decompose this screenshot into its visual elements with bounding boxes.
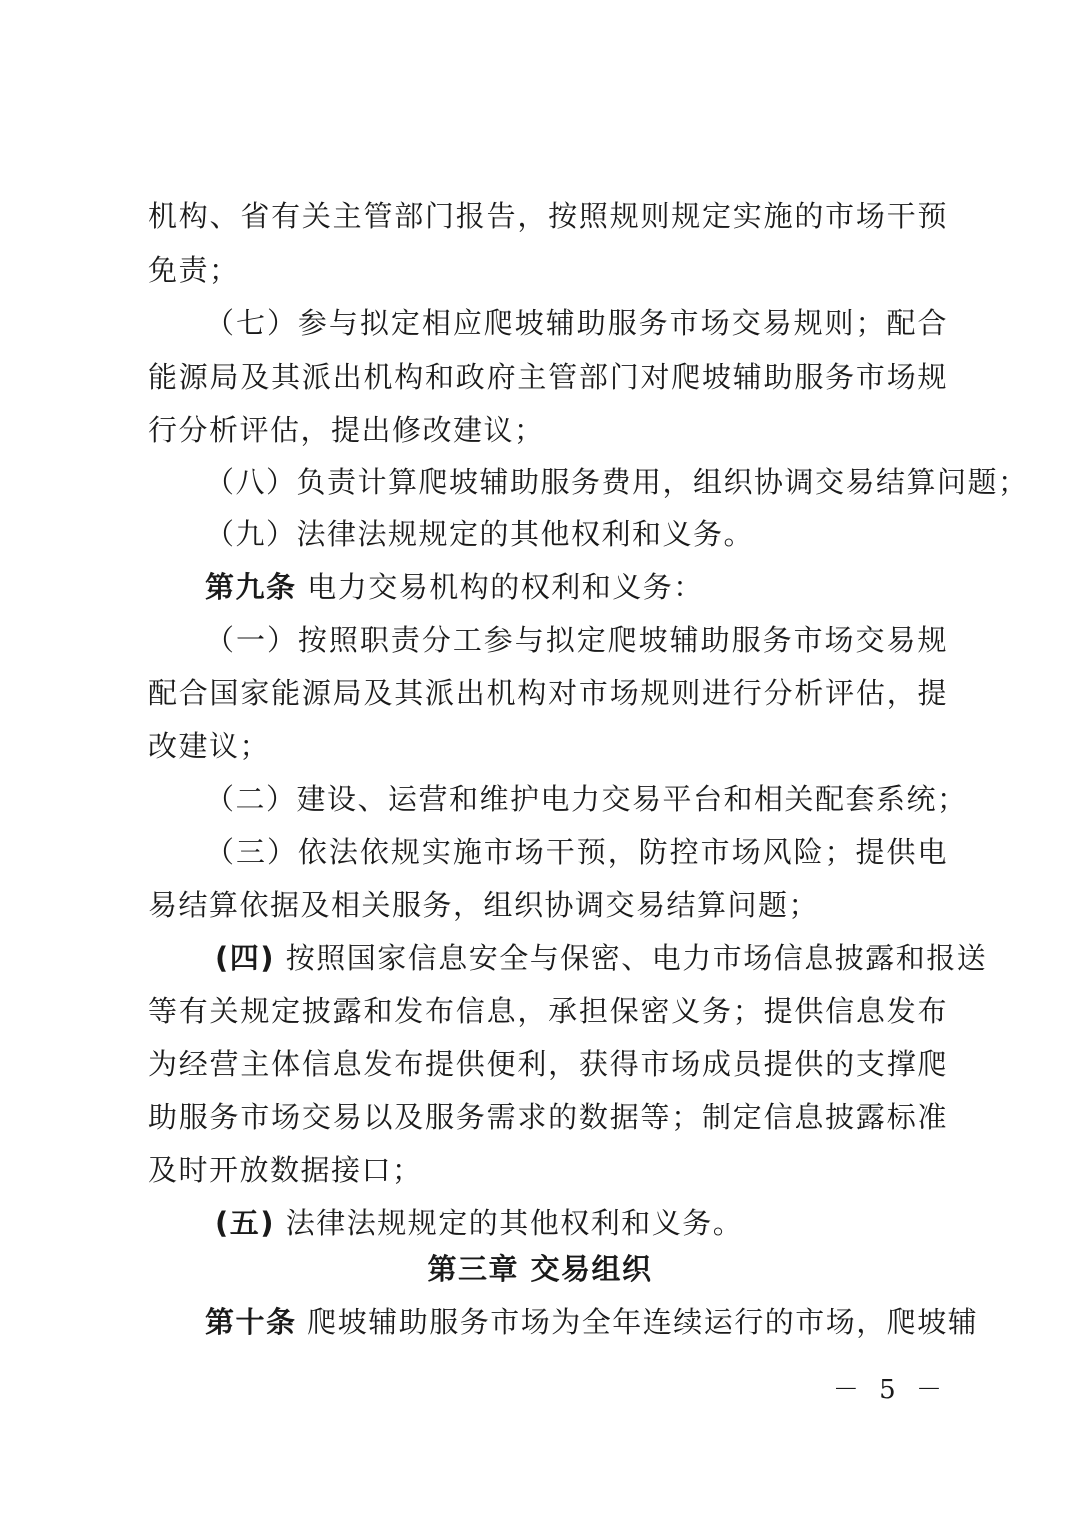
paragraph-line: 为经营主体信息发布提供便利，获得市场成员提供的支撑爬	[148, 1047, 948, 1081]
article-line	[205, 567, 1005, 607]
paragraph-line: 能源局及其派出机构和政府主管部门对爬坡辅助服务市场规	[148, 360, 948, 394]
paragraph-line: （九）法律法规规定的其他权利和义务。	[205, 517, 755, 551]
article-line	[205, 1302, 1005, 1342]
paragraph-line: 改建议；	[148, 729, 271, 763]
item-number: (五)	[215, 1206, 276, 1240]
paragraph-line: 免责；	[148, 253, 240, 287]
page-number: － 5 －	[832, 1375, 948, 1405]
article-text: 爬坡辅助服务市场为全年连续运行的市场，爬坡辅	[307, 1305, 979, 1339]
chapter-heading: 第三章 交易组织	[427, 1252, 653, 1286]
item-text: 法律法规规定的其他权利和义务。	[285, 1206, 744, 1240]
paragraph-line: 等有关规定披露和发布信息，承担保密义务；提供信息发布	[148, 994, 948, 1028]
paragraph-line: 易结算依据及相关服务，组织协调交易结算问题；	[148, 888, 820, 922]
paragraph-line: 配合国家能源局及其派出机构对市场规则进行分析评估，提	[148, 676, 948, 710]
paragraph-line	[215, 1203, 1015, 1243]
paragraph-line	[215, 938, 1015, 978]
paragraph-line: （一）按照职责分工参与拟定爬坡辅助服务市场交易规	[205, 623, 948, 657]
paragraph-line: 行分析评估，提出修改建议；	[148, 413, 545, 447]
item-number: (四)	[215, 941, 276, 975]
paragraph-line: （二）建设、运营和维护电力交易平台和相关配套系统；	[205, 782, 968, 816]
article-number: 第十条	[205, 1305, 297, 1339]
paragraph-line: 助服务市场交易以及服务需求的数据等；制定信息披露标准	[148, 1100, 948, 1134]
paragraph-line: 机构、省有关主管部门报告，按照规则规定实施的市场干预	[148, 199, 948, 233]
article-number: 第九条	[205, 570, 297, 604]
paragraph-line: （三）依法依规实施市场干预，防控市场风险；提供电	[205, 835, 948, 869]
paragraph-line: （八）负责计算爬坡辅助服务费用，组织协调交易结算问题；	[205, 465, 1029, 499]
article-title: 电力交易机构的权利和义务：	[307, 570, 704, 604]
paragraph-line: 及时开放数据接口；	[148, 1153, 423, 1187]
paragraph-line: （七）参与拟定相应爬坡辅助服务市场交易规则；配合	[205, 306, 948, 340]
item-text: 按照国家信息安全与保密、电力市场信息披露和报送	[285, 941, 988, 975]
